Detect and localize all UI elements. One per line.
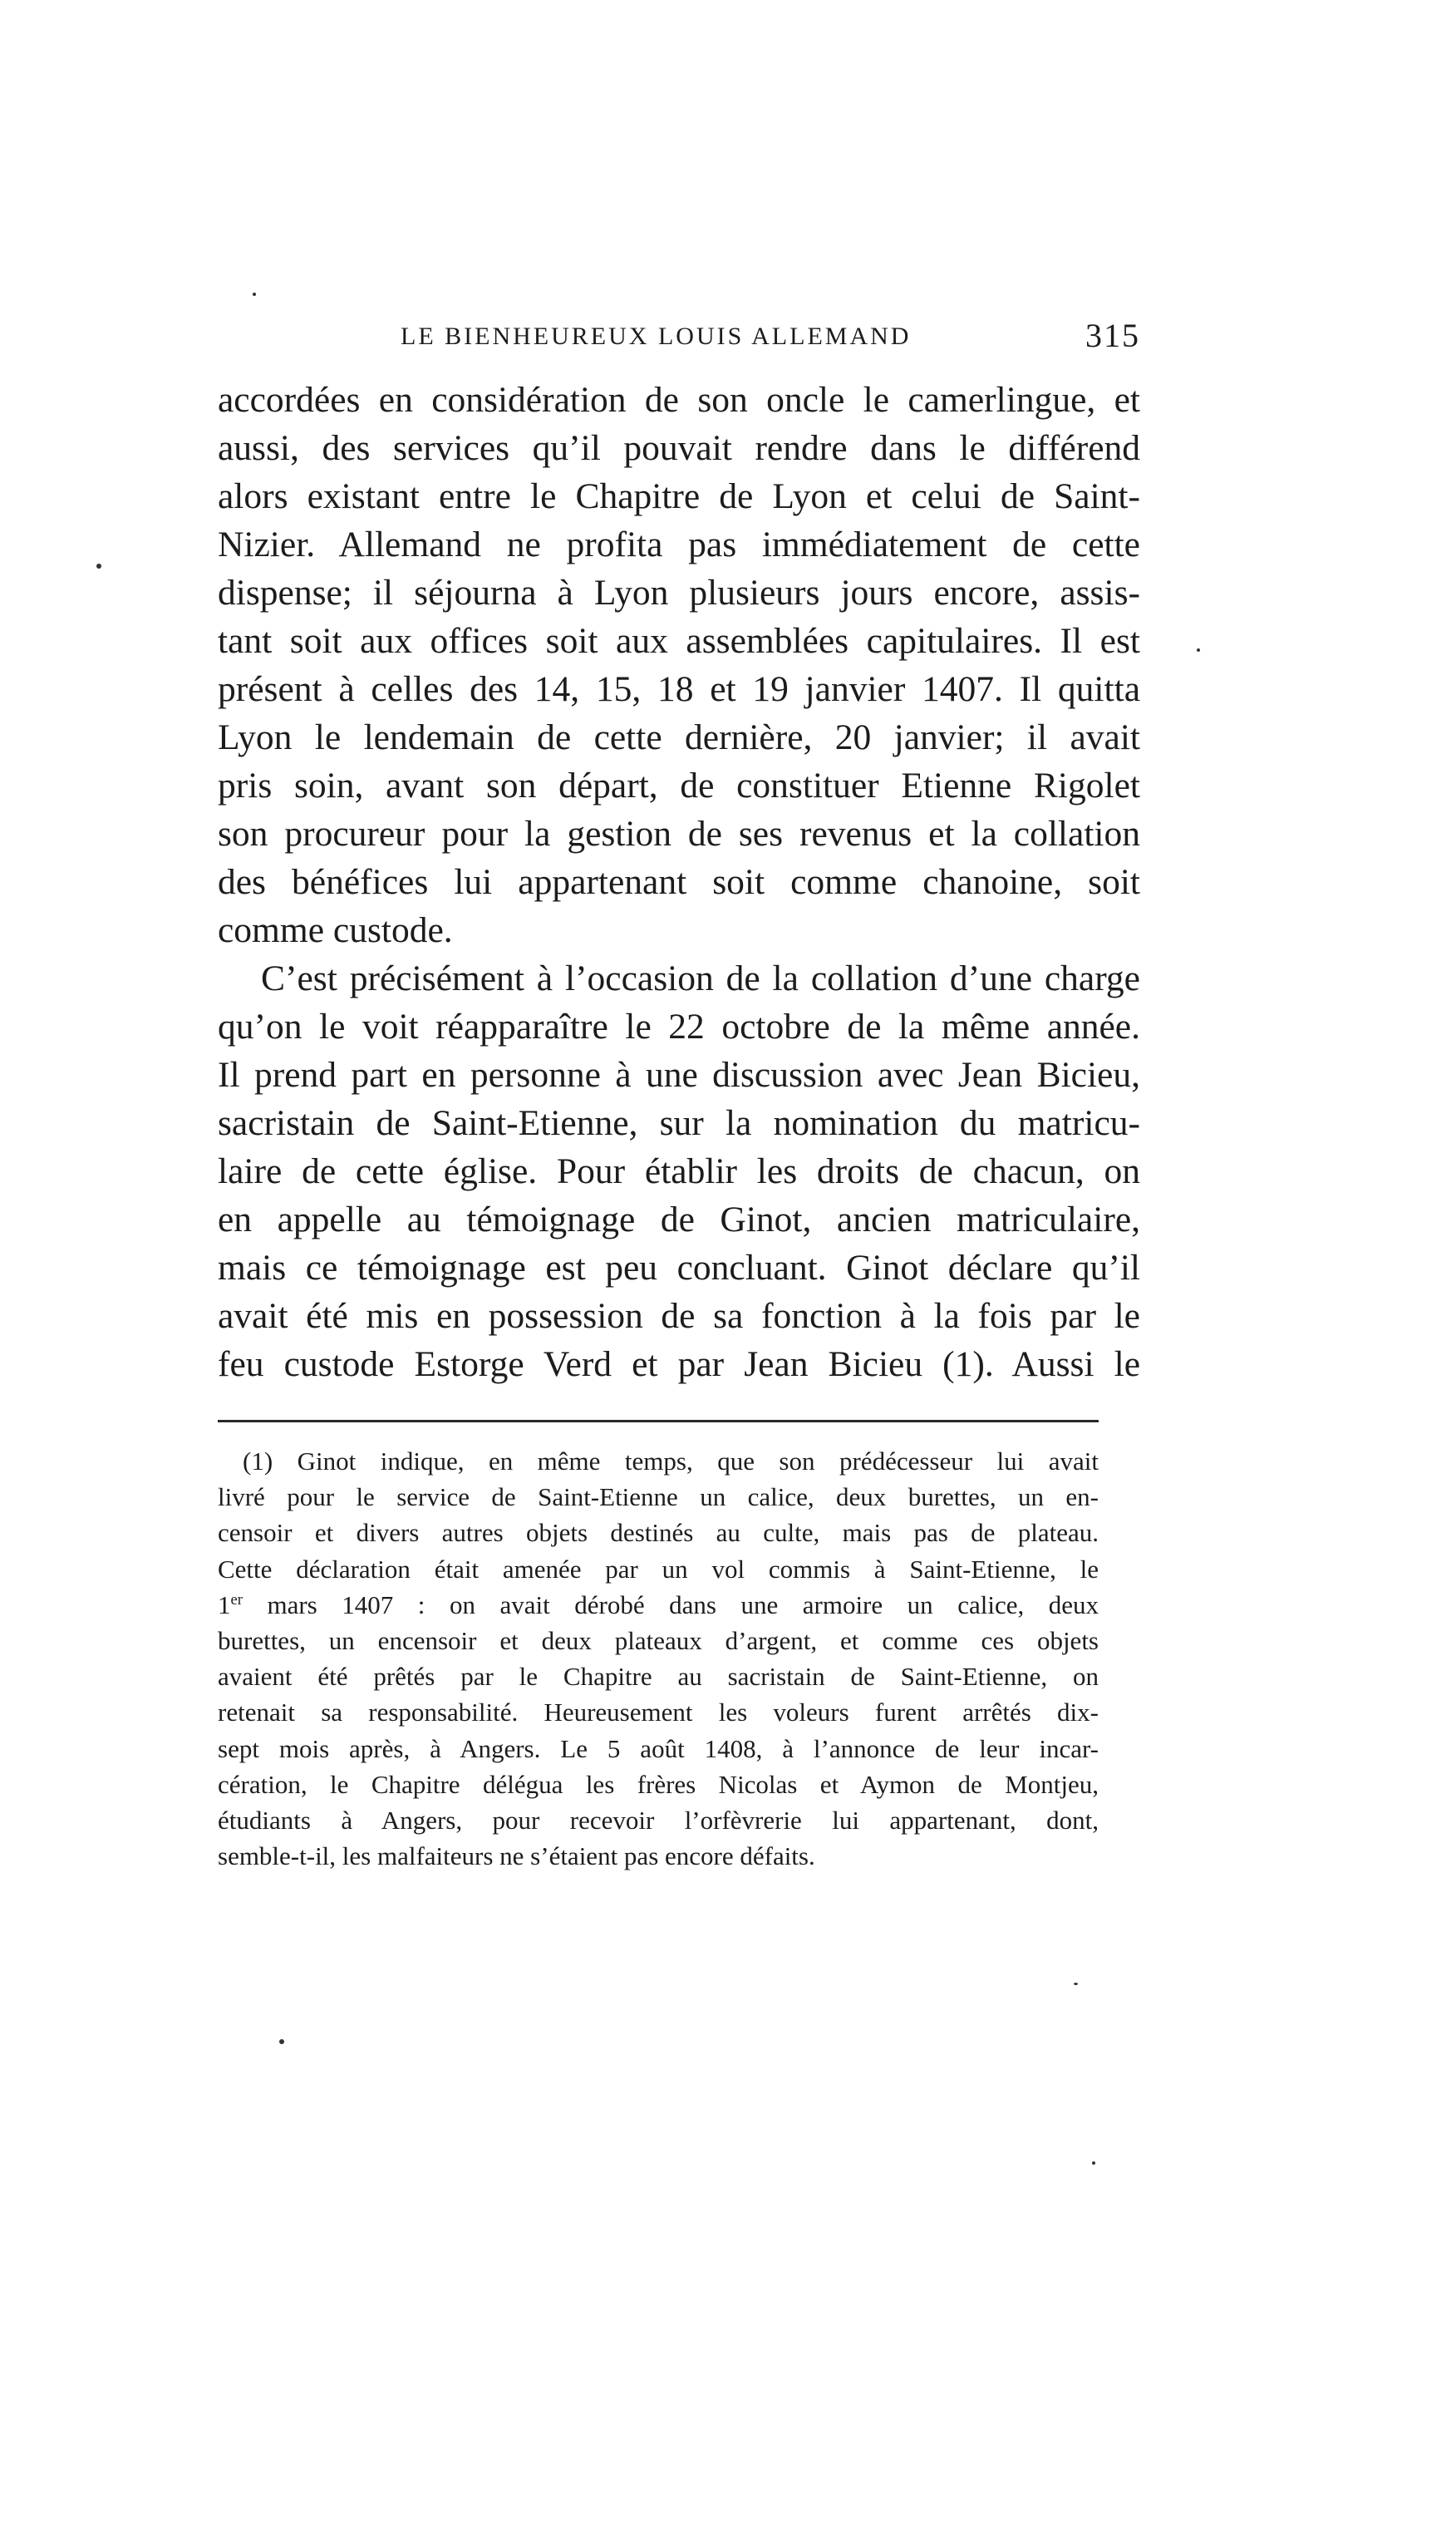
text-line: Nizier. Allemand ne profita pas immédiatement de cette — [218, 525, 1140, 564]
footnote-line: semble-t-il, les malfaiteurs ne s’étaient pas encore défaits. — [218, 1841, 815, 1871]
paper-speck — [1092, 2161, 1095, 2165]
footnote-line: cération, le Chapitre délégua les frères Nicolas et Aymon de Montjeu, — [218, 1769, 1099, 1799]
text-line: des bénéfices lui appartenant soit comme chanoine, soit — [218, 862, 1140, 902]
text-line: sacristain de Saint-Etienne, sur la nomination du matricu- — [218, 1103, 1140, 1143]
text-line: Il prend part en personne à une discussion avec Jean Bicieu, — [218, 1055, 1140, 1095]
text-line: tant soit aux offices soit aux assemblées capitulaires. Il est — [218, 621, 1140, 661]
footnote-line: Cette déclaration était amenée par un vol commis à Saint-Etienne, le — [218, 1554, 1099, 1584]
footnote-line: sept mois après, à Angers. Le 5 août 1408, à l’annonce de leur incar- — [218, 1733, 1099, 1763]
footnote-line-with-date — [218, 1587, 1099, 1623]
footnote — [218, 1443, 1099, 1874]
footnote-line: (1) Ginot indique, en même temps, que son prédécesseur lui avait — [243, 1446, 1099, 1476]
text-line: alors existant entre le Chapitre de Lyon et celui de Saint- — [218, 476, 1140, 516]
footnote-line: étudiants à Angers, pour recevoir l’orfèvrerie lui appartenant, dont, — [218, 1805, 1099, 1835]
text-line: dispense; il séjourna à Lyon plusieurs jours encore, assis- — [218, 573, 1140, 613]
footnote-line: censoir et divers autres objets destinés au culte, mais pas de plateau. — [218, 1518, 1099, 1548]
paper-speck — [1197, 648, 1200, 652]
paper-speck — [253, 293, 256, 296]
footnote-date-day: 1 — [218, 1589, 231, 1619]
running-title: LE BIENHEUREUX LOUIS ALLEMAND — [401, 323, 912, 350]
text-line: comme custode. — [218, 910, 453, 950]
text-line: feu custode Estorge Verd et par Jean Bicieu (1). Aussi le — [218, 1344, 1140, 1384]
text-line: pris soin, avant son départ, de constituer Etienne Rigolet — [218, 766, 1140, 806]
text-line: Lyon le lendemain de cette dernière, 20 janvier; il avait — [218, 717, 1140, 757]
footnote-line: burettes, un encensoir et deux plateaux d’argent, et comme ces objets — [218, 1625, 1099, 1655]
text-line: en appelle au témoignage de Ginot, ancien matriculaire, — [218, 1200, 1140, 1239]
main-text — [218, 376, 1140, 1388]
text-line: laire de cette église. Pour établir les droits de chacun, on — [218, 1151, 1140, 1191]
running-head — [218, 316, 1140, 366]
footnote-line: retenait sa responsabilité. Heureusement les voleurs furent arrêtés dix- — [218, 1698, 1099, 1727]
page-number: 315 — [1085, 317, 1140, 354]
text-line: son procureur pour la gestion de ses revenus et la collation — [218, 814, 1140, 854]
text-line: C’est précisément à l’occasion de la collation d’une charge — [261, 958, 1140, 998]
paper-speck — [96, 564, 101, 569]
paper-speck — [1074, 1983, 1078, 1985]
text-line: qu’on le voit réapparaître le 22 octobre de la même année. — [218, 1007, 1140, 1047]
paper-speck — [279, 2039, 284, 2044]
footnote-line: avaient été prêtés par le Chapitre au sacristain de Saint-Etienne, on — [218, 1662, 1099, 1692]
text-line: accordées en considération de son oncle le camerlingue, et — [218, 380, 1140, 420]
text-line: aussi, des services qu’il pouvait rendre dans le différend — [218, 428, 1140, 468]
text-line: avait été mis en possession de sa fonction à la fois par le — [218, 1296, 1140, 1336]
footnote-date-superscript: er — [230, 1590, 243, 1609]
footnote-line-text: mars 1407 : on avait dérobé dans une armoire un calice, deux — [267, 1589, 1099, 1619]
text-line: mais ce témoignage est peu concluant. Ginot déclare qu’il — [218, 1248, 1140, 1288]
footnote-divider — [218, 1420, 1099, 1422]
footnote-line: livré pour le service de Saint-Etienne un calice, deux burettes, un en- — [218, 1482, 1099, 1512]
text-line: présent à celles des 14, 15, 18 et 19 janvier 1407. Il quitta — [218, 669, 1140, 709]
